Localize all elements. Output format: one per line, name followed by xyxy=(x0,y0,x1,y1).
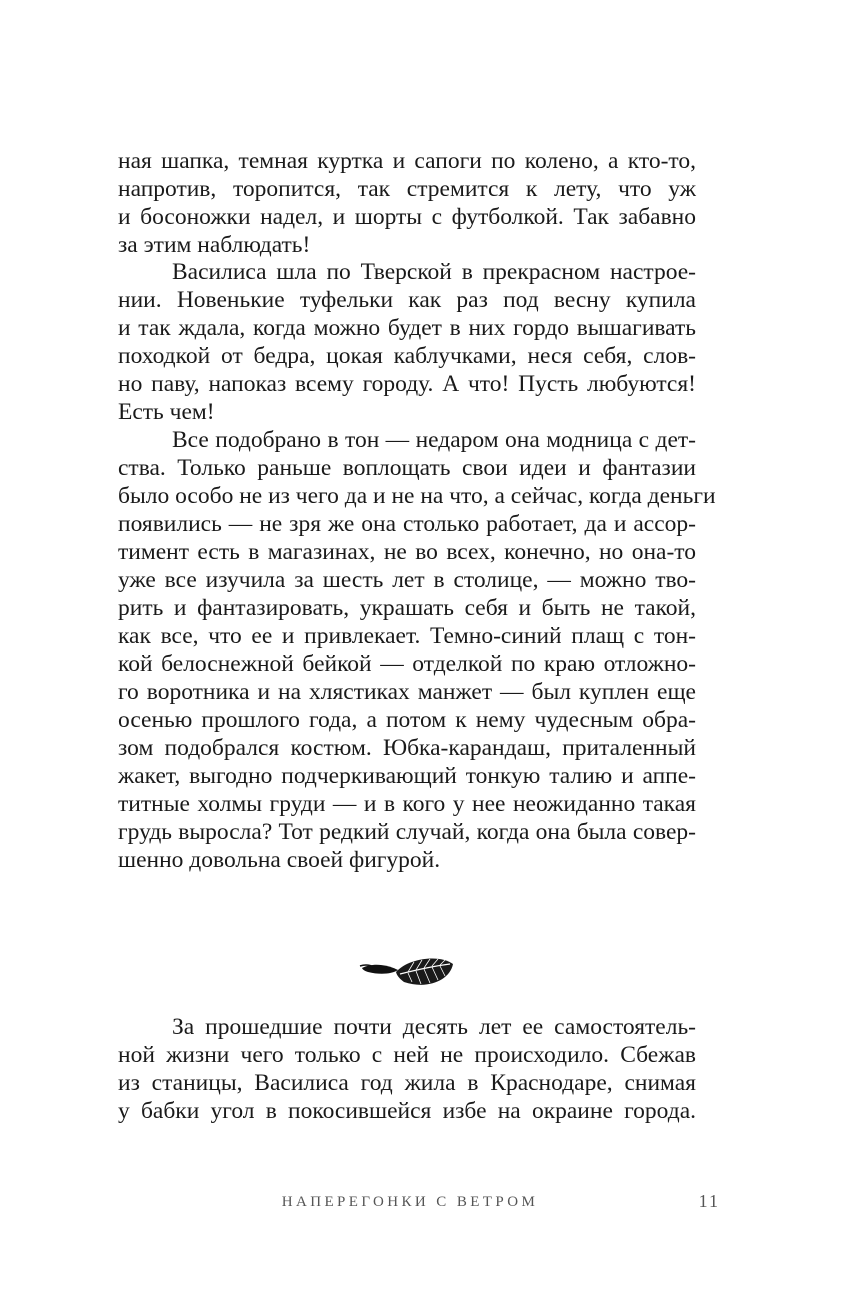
text-line: грудь выросла? Тот редкий случай, когда она была совер- xyxy=(118,819,696,845)
text-line: и босоножки надел, и шорты с футболкой. Так забавно xyxy=(118,204,696,230)
text-line: как все, что ее и привлекает. Темно-синий плащ с тон- xyxy=(118,623,696,649)
text-line: титные холмы груди — и в кого у нее неожиданно такая xyxy=(118,791,696,817)
running-title: НАПЕРЕГОНКИ С ВЕТРОМ xyxy=(281,1194,539,1210)
text-line: было особо не из чего да и не на что, а сейчас, когда деньги xyxy=(118,483,716,509)
text-line: напротив, торопится, так стремится к лету, что уж xyxy=(118,176,696,202)
text-line: походкой от бедра, цокая каблучками, неся себя, слов- xyxy=(118,343,696,369)
text-line: нии. Новенькие туфельки как раз под весну купила xyxy=(118,287,696,313)
text-line: Есть чем! xyxy=(118,399,215,425)
text-line: рить и фантазировать, украшать себя и быть не такой, xyxy=(118,595,696,621)
text-line: ная шапка, темная куртка и сапоги по колено, а кто-то, xyxy=(118,148,696,174)
text-line: уже все изучила за шесть лет в столице, — можно тво- xyxy=(118,567,696,593)
page-number: 11 xyxy=(698,1191,720,1211)
text-line: и так ждала, когда можно будет в них гордо вышагивать xyxy=(118,315,696,341)
text-line: шенно довольна своей фигурой. xyxy=(118,847,441,873)
text-line: осенью прошлого года, а потом к нему чудесным обра- xyxy=(118,707,696,733)
feather-icon xyxy=(358,952,456,994)
text-line: го воротника и на хлястиках манжет — был куплен еще xyxy=(118,679,696,705)
text-line: но паву, напоказ всему городу. А что! Пусть любуются! xyxy=(118,371,696,397)
text-line: ства. Только раньше воплощать свои идеи и фантазии xyxy=(118,455,696,481)
text-line: ной жизни чего только с ней не происходило. Сбежав xyxy=(118,1042,696,1068)
text-line: у бабки угол в покосившейся избе на окраине города. xyxy=(118,1098,696,1124)
text-line: кой белоснежной бейкой — отделкой по краю отложно- xyxy=(118,651,696,677)
text-line: за этим наблюдать! xyxy=(118,232,311,258)
text-line: За прошедшие почти десять лет ее самостоятель- xyxy=(172,1014,696,1040)
text-line: появились — не зря же она столько работает, да и ассор- xyxy=(118,511,696,537)
text-line: Все подобрано в тон — недаром она модница с дет- xyxy=(172,427,696,453)
text-line: Василиса шла по Тверской в прекрасном настрое- xyxy=(172,259,696,285)
text-line: тимент есть в магазинах, не во всех, конечно, но она-то xyxy=(118,539,696,565)
text-line: зом подобрался костюм. Юбка-карандаш, приталенный xyxy=(118,735,696,761)
text-line: жакет, выгодно подчеркивающий тонкую талию и аппе- xyxy=(118,763,696,789)
text-line: из станицы, Василиса год жила в Краснодаре, снимая xyxy=(118,1070,696,1096)
